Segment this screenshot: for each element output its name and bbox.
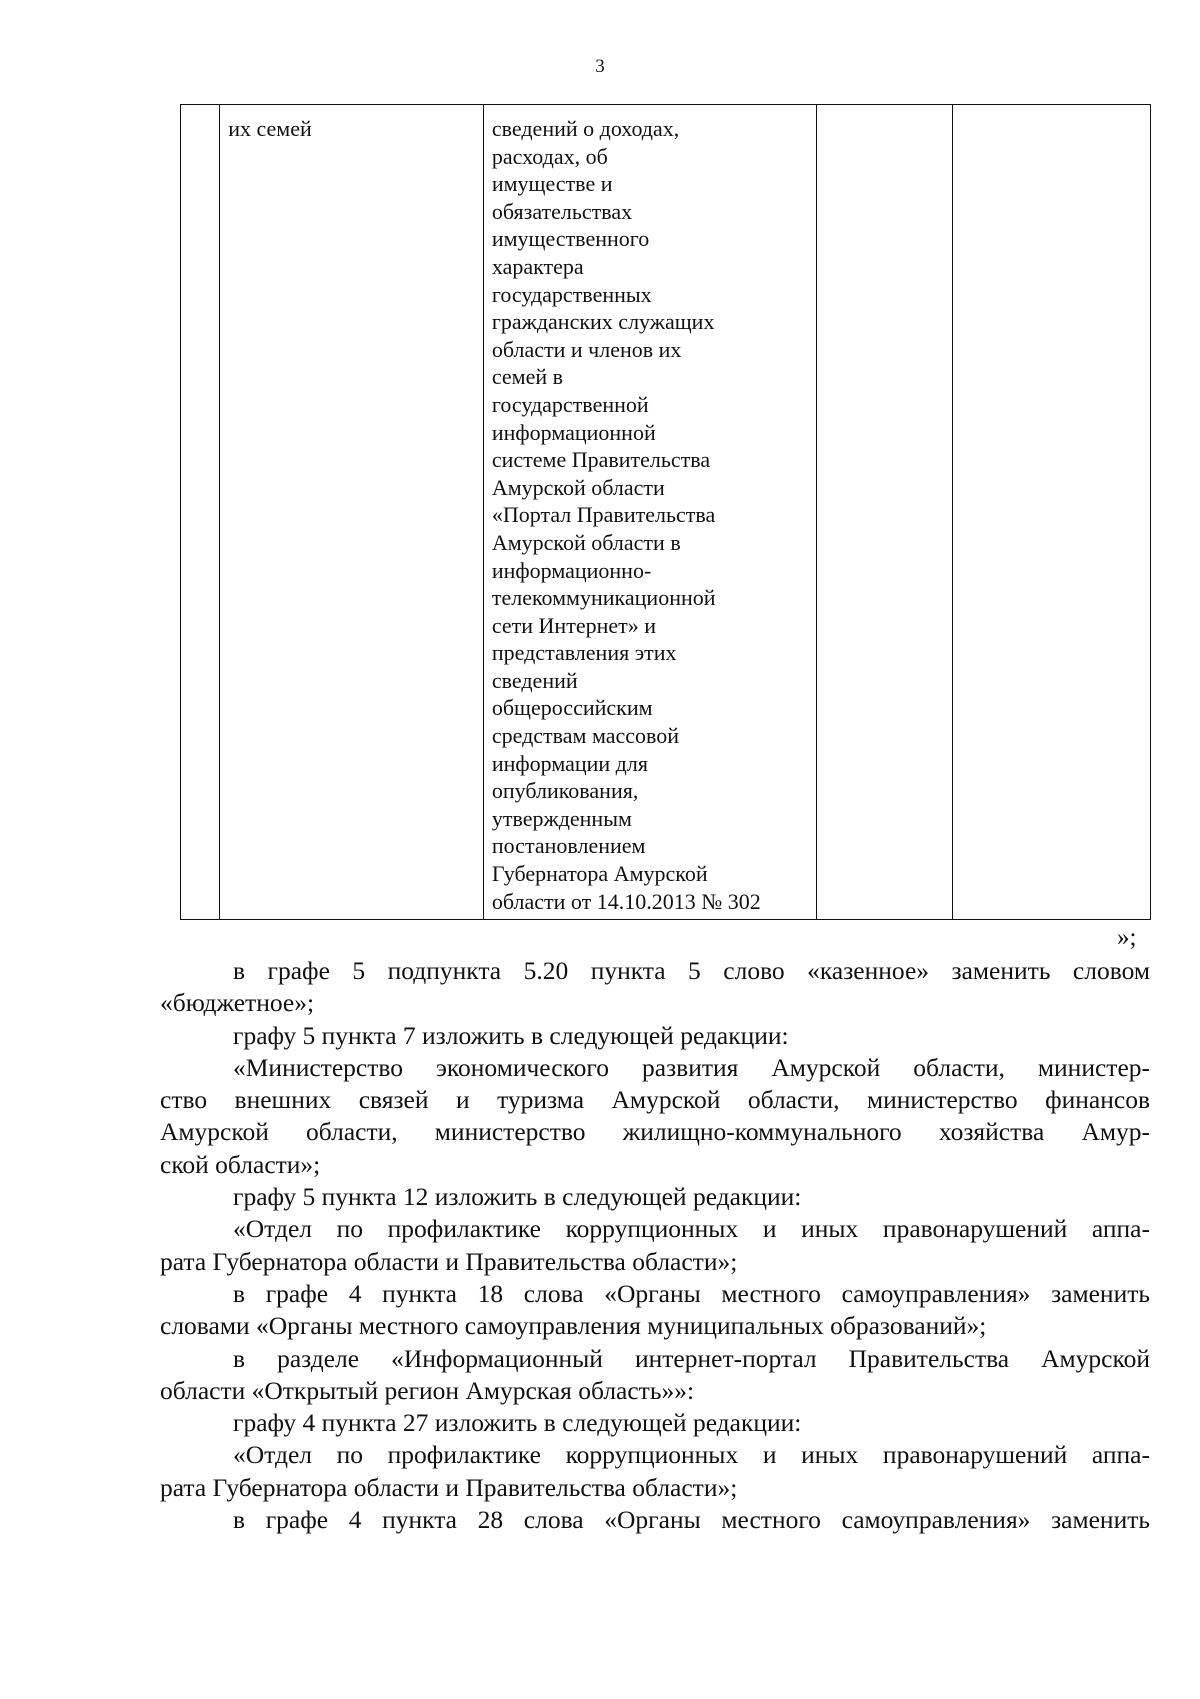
cell-line: расходах, об <box>491 143 608 169</box>
table-cell-empty <box>952 105 1150 920</box>
cell-line: государственной <box>491 391 649 417</box>
text-line: рата Губернатора области и Правительства области»; <box>160 1246 738 1276</box>
cell-line: постановлением <box>491 833 646 859</box>
text-line: в графе 4 пункта 18 слова «Органы местного самоуправления» заменить <box>233 1278 1150 1308</box>
text-line: области «Открытый регион Амурская область»»: <box>160 1375 695 1405</box>
cell-line: опубликования, <box>491 778 639 804</box>
cell-line: Амурской области <box>491 474 665 500</box>
table-cell-empty <box>816 105 952 920</box>
cell-line: «Портал Правительства <box>491 502 716 528</box>
text-line: «бюджетное»; <box>160 988 315 1018</box>
cell-line: характера <box>491 253 584 279</box>
cell-line: имущественного <box>491 226 650 252</box>
cell-line: сети Интернет» и <box>491 612 657 638</box>
cell-line: представления этих <box>491 640 677 666</box>
cell-text: их семей <box>228 116 312 141</box>
cell-line: области от 14.10.2013 № 302 <box>491 888 761 914</box>
text-line: словами «Органы местного самоуправления муниципальных образований»; <box>160 1311 987 1341</box>
cell-line: общероссийским <box>491 695 653 721</box>
cell-line: информации для <box>491 750 648 776</box>
cell-line: средствам массовой <box>491 723 680 749</box>
closing-quote: »; <box>1117 924 1137 951</box>
cell-line: Губернатора Амурской <box>491 861 708 887</box>
text-line: Амурской области, министерство жилищно-коммунального хозяйства Амур- <box>160 1117 1150 1147</box>
text-line: «Отдел по профилактике коррупционных и иных правонарушений аппа- <box>233 1440 1150 1470</box>
text-line: в графе 5 подпункта 5.20 пункта 5 слово «казенное» заменить словом <box>233 956 1150 985</box>
cell-line: информационной <box>491 419 656 445</box>
text-line: ство внешних связей и туризма Амурской области, министерство финансов <box>160 1085 1150 1115</box>
continuation-table <box>180 104 1151 920</box>
table-cell-subject <box>220 105 484 920</box>
cell-line: гражданских служащих <box>491 309 715 335</box>
text-line: графу 5 пункта 12 изложить в следующей редакции: <box>233 1182 802 1212</box>
cell-line: семей в <box>491 364 564 390</box>
text-line: в графе 4 пункта 28 слова «Органы местного самоуправления» заменить <box>233 1505 1150 1535</box>
table-cell-number <box>181 105 220 920</box>
cell-line: сведений <box>491 667 578 693</box>
cell-line: обязательствах <box>491 198 633 224</box>
cell-line: информационно- <box>491 557 652 583</box>
text-line: «Отдел по профилактике коррупционных и иных правонарушений аппа- <box>233 1214 1150 1244</box>
cell-line: государственных <box>491 281 652 307</box>
cell-line: имуществе и <box>491 171 613 197</box>
cell-line: Амурской области в <box>491 529 681 555</box>
cell-line: области и членов их <box>491 336 682 362</box>
table-cell-description <box>483 105 816 920</box>
cell-line: сведений о доходах, <box>491 116 680 141</box>
cell-line: телекоммуникационной <box>491 585 716 611</box>
text-line: графу 5 пункта 7 изложить в следующей редакции: <box>233 1020 789 1050</box>
cell-line: системе Правительства <box>491 447 711 473</box>
text-line: рата Губернатора области и Правительства области»; <box>160 1472 738 1502</box>
text-line: графу 4 пункта 27 изложить в следующей редакции: <box>233 1408 802 1438</box>
amendment-text <box>160 955 1150 1536</box>
page-number: 3 <box>595 56 605 77</box>
table-row <box>181 105 1151 920</box>
text-line: ской области»; <box>160 1149 321 1179</box>
text-line: в разделе «Информационный интернет-портал Правительства Амурской <box>233 1343 1150 1373</box>
cell-line: утвержденным <box>491 805 632 831</box>
text-line: «Министерство экономического развития Амурской области, министер- <box>233 1052 1150 1082</box>
